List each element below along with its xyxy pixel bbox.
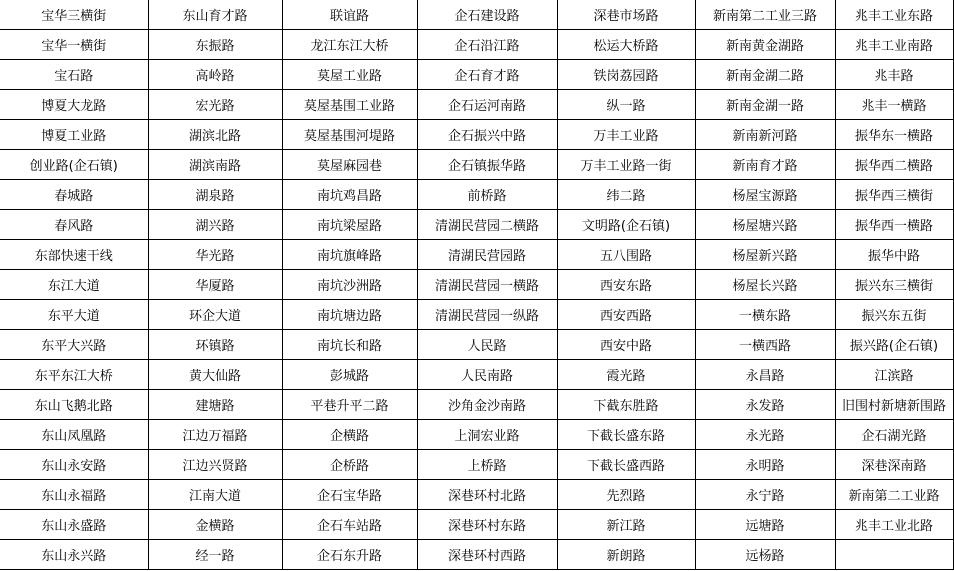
table-cell: 深巷环村北路	[417, 480, 557, 510]
table-cell: 华光路	[148, 240, 282, 270]
table-cell: 兆丰一横路	[835, 90, 953, 120]
table-cell: 东江大道	[0, 270, 148, 300]
table-row	[0, 150, 953, 180]
table-cell: 人民南路	[417, 360, 557, 390]
table-row	[0, 420, 953, 450]
table-cell: 莫屋工业路	[282, 60, 417, 90]
table-cell: 宝华一横街	[0, 30, 148, 60]
table-cell: 永昌路	[695, 360, 835, 390]
table-cell: 企石东升路	[282, 540, 417, 570]
table-cell: 莫屋基围河堤路	[282, 120, 417, 150]
table-row	[0, 540, 953, 570]
table-cell: 清湖民营园二横路	[417, 210, 557, 240]
table-row	[0, 0, 953, 30]
table-cell: 联谊路	[282, 0, 417, 30]
table-cell: 下截东胜路	[557, 390, 695, 420]
table-cell: 新南黄金湖路	[695, 30, 835, 60]
table-cell: 纬二路	[557, 180, 695, 210]
table-cell: 东山永福路	[0, 480, 148, 510]
table-cell: 人民路	[417, 330, 557, 360]
table-cell: 湖泉路	[148, 180, 282, 210]
table-cell: 西安西路	[557, 300, 695, 330]
table-cell: 企石湖光路	[835, 420, 953, 450]
table-cell: 新南育才路	[695, 150, 835, 180]
table-cell: 彭城路	[282, 360, 417, 390]
table-cell: 华厦路	[148, 270, 282, 300]
table-row	[0, 300, 953, 330]
table-cell: 企石育才路	[417, 60, 557, 90]
table-cell: 兆丰工业北路	[835, 510, 953, 540]
table-cell: 振华西三横街	[835, 180, 953, 210]
table-cell: 永发路	[695, 390, 835, 420]
table-cell: 企石宝华路	[282, 480, 417, 510]
table-cell: 新南金湖一路	[695, 90, 835, 120]
table-cell: 黄大仙路	[148, 360, 282, 390]
table-row	[0, 60, 953, 90]
table-cell: 创业路(企石镇)	[0, 150, 148, 180]
table-cell: 龙江东江大桥	[282, 30, 417, 60]
table-cell: 东平东江大桥	[0, 360, 148, 390]
table-cell: 上洞宏业路	[417, 420, 557, 450]
table-cell: 振兴东五街	[835, 300, 953, 330]
table-row	[0, 390, 953, 420]
table-cell: 南坑鸡昌路	[282, 180, 417, 210]
table-cell: 沙角金沙南路	[417, 390, 557, 420]
table-cell: 莫屋麻园巷	[282, 150, 417, 180]
table-cell: 新南第二工业路	[835, 480, 953, 510]
table-cell: 永明路	[695, 450, 835, 480]
table-row	[0, 240, 953, 270]
table-cell: 南坑塘边路	[282, 300, 417, 330]
table-cell: 企石沿江路	[417, 30, 557, 60]
table-cell: 企桥路	[282, 450, 417, 480]
table-cell: 深巷环村东路	[417, 510, 557, 540]
table-cell: 南坑梁屋路	[282, 210, 417, 240]
table-cell: 西安东路	[557, 270, 695, 300]
table-cell: 一横西路	[695, 330, 835, 360]
table-cell: 万丰工业路	[557, 120, 695, 150]
table-cell: 宝石路	[0, 60, 148, 90]
table-cell: 兆丰工业南路	[835, 30, 953, 60]
table-cell: 江边万福路	[148, 420, 282, 450]
table-cell: 环镇路	[148, 330, 282, 360]
table-cell: 前桥路	[417, 180, 557, 210]
table-cell: 平巷升平二路	[282, 390, 417, 420]
table-row	[0, 210, 953, 240]
table-cell: 春城路	[0, 180, 148, 210]
table-cell: 高岭路	[148, 60, 282, 90]
table-cell: 振华东一横路	[835, 120, 953, 150]
table-cell: 南坑旗峰路	[282, 240, 417, 270]
table-row	[0, 510, 953, 540]
table-cell: 下截长盛西路	[557, 450, 695, 480]
table-cell: 深巷环村西路	[417, 540, 557, 570]
table-row	[0, 480, 953, 510]
table-cell: 兆丰工业东路	[835, 0, 953, 30]
table-cell: 纵一路	[557, 90, 695, 120]
table-cell: 振兴路(企石镇)	[835, 330, 953, 360]
table-cell: 永光路	[695, 420, 835, 450]
table-cell: 南坑沙洲路	[282, 270, 417, 300]
table-cell: 清湖民营园路	[417, 240, 557, 270]
table-row	[0, 360, 953, 390]
table-cell: 金横路	[148, 510, 282, 540]
table-cell	[835, 540, 953, 570]
table-cell: 东平大兴路	[0, 330, 148, 360]
table-row	[0, 270, 953, 300]
table-cell: 湖兴路	[148, 210, 282, 240]
table-cell: 新南第二工业三路	[695, 0, 835, 30]
table-row	[0, 330, 953, 360]
table-row	[0, 90, 953, 120]
table-cell: 深巷深南路	[835, 450, 953, 480]
table-cell: 宝华三横街	[0, 0, 148, 30]
table-cell: 远杨路	[695, 540, 835, 570]
table-cell: 深巷市场路	[557, 0, 695, 30]
table-row	[0, 120, 953, 150]
table-cell: 东山永兴路	[0, 540, 148, 570]
table-cell: 杨屋长兴路	[695, 270, 835, 300]
table-cell: 振兴东三横街	[835, 270, 953, 300]
table-cell: 杨屋塘兴路	[695, 210, 835, 240]
table-cell: 振华中路	[835, 240, 953, 270]
table-cell: 江滨路	[835, 360, 953, 390]
table-cell: 宏光路	[148, 90, 282, 120]
table-cell: 东部快速干线	[0, 240, 148, 270]
table-cell: 杨屋宝源路	[695, 180, 835, 210]
table-cell: 博夏工业路	[0, 120, 148, 150]
table-cell: 杨屋新兴路	[695, 240, 835, 270]
table-cell: 建塘路	[148, 390, 282, 420]
table-cell: 振华西二横路	[835, 150, 953, 180]
table-cell: 企石运河南路	[417, 90, 557, 120]
table-cell: 铁岗荔园路	[557, 60, 695, 90]
table-cell: 兆丰路	[835, 60, 953, 90]
table-cell: 永宁路	[695, 480, 835, 510]
table-cell: 莫屋基围工业路	[282, 90, 417, 120]
table-cell: 先烈路	[557, 480, 695, 510]
table-cell: 松运大桥路	[557, 30, 695, 60]
table-cell: 经一路	[148, 540, 282, 570]
table-cell: 企石镇振华路	[417, 150, 557, 180]
table-cell: 湖滨南路	[148, 150, 282, 180]
table-cell: 博夏大龙路	[0, 90, 148, 120]
table-cell: 东山凤凰路	[0, 420, 148, 450]
table-cell: 新江路	[557, 510, 695, 540]
table-cell: 振华西一横路	[835, 210, 953, 240]
table-cell: 西安中路	[557, 330, 695, 360]
table-cell: 文明路(企石镇)	[557, 210, 695, 240]
table-cell: 新朗路	[557, 540, 695, 570]
table-cell: 湖滨北路	[148, 120, 282, 150]
table-cell: 江边兴贤路	[148, 450, 282, 480]
table-cell: 新南金湖二路	[695, 60, 835, 90]
table-cell: 企石建设路	[417, 0, 557, 30]
table-cell: 五八围路	[557, 240, 695, 270]
table-cell: 企横路	[282, 420, 417, 450]
table-cell: 环企大道	[148, 300, 282, 330]
table-row	[0, 450, 953, 480]
table-row	[0, 180, 953, 210]
table-cell: 霞光路	[557, 360, 695, 390]
table-cell: 新南新河路	[695, 120, 835, 150]
table-cell: 企石振兴中路	[417, 120, 557, 150]
table-cell: 上桥路	[417, 450, 557, 480]
table-cell: 东振路	[148, 30, 282, 60]
table-cell: 清湖民营园一纵路	[417, 300, 557, 330]
table-cell: 远塘路	[695, 510, 835, 540]
table-row	[0, 30, 953, 60]
table-cell: 南坑长和路	[282, 330, 417, 360]
table-cell: 东山永盛路	[0, 510, 148, 540]
table-cell: 春风路	[0, 210, 148, 240]
table-cell: 江南大道	[148, 480, 282, 510]
table-cell: 万丰工业路一街	[557, 150, 695, 180]
table-cell: 下截长盛东路	[557, 420, 695, 450]
table-cell: 旧围村新塘新围路	[835, 390, 953, 420]
table-cell: 东山飞鹅北路	[0, 390, 148, 420]
table-cell: 一横东路	[695, 300, 835, 330]
table-cell: 东山育才路	[148, 0, 282, 30]
table-cell: 东山永安路	[0, 450, 148, 480]
table-cell: 清湖民营园一横路	[417, 270, 557, 300]
table-cell: 东平大道	[0, 300, 148, 330]
table-cell: 企石车站路	[282, 510, 417, 540]
